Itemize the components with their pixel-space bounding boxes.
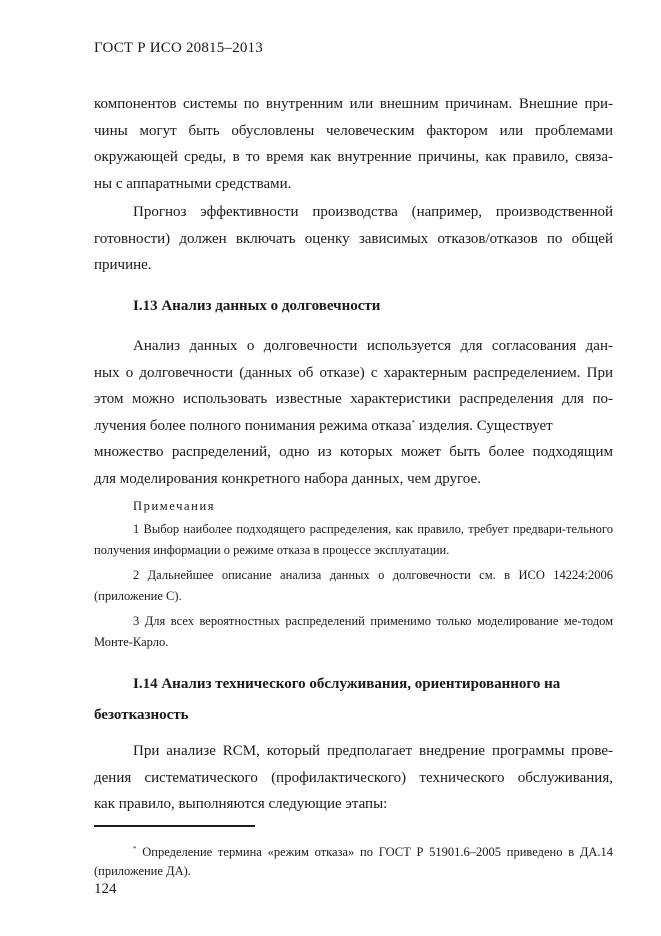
notes-block xyxy=(94,497,613,653)
paragraph-line: Прогноз эффективности производства (например, производственной xyxy=(133,204,613,220)
section-14-heading-wrap xyxy=(94,671,613,728)
notes-title: Примечания xyxy=(133,499,216,513)
section-heading: I.14 Анализ технического обслуживания, ориентированного на xyxy=(133,676,561,692)
section-13-heading-wrap xyxy=(133,293,613,320)
paragraph-line xyxy=(94,413,613,440)
section-heading: I.13 Анализ данных о долговечности xyxy=(133,298,381,314)
paragraph-line: этом можно использовать известные характеристики распределения для по- xyxy=(94,391,613,407)
paragraph-line: Анализ данных о долговечности используется для согласования дан- xyxy=(133,338,613,354)
paragraph-line: множество распределений, одно из которых может быть более подходящим xyxy=(94,444,613,460)
paragraph-1 xyxy=(94,91,613,197)
footnote-text: Определение термина «режим отказа» по ГОСТ Р 51901.6–2005 приведено в ДА.14 (приложение ДА). xyxy=(94,845,613,878)
paragraph-2 xyxy=(94,199,613,279)
footnote xyxy=(94,843,613,880)
note-item: 3 Для всех вероятностных распределений применимо только моделирование ме-тодом Монте-Карло. xyxy=(94,614,613,649)
note-item: 2 Дальнейшее описание анализа данных о долговечности см. в ИСО 14224:2006 (приложение С). xyxy=(94,568,613,603)
paragraph-line: компонентов системы по внутренним или внешним причинам. Внешние при- xyxy=(94,96,613,112)
paragraph-line: окружающей среды, в то время как внутренние причины, как правило, связа- xyxy=(94,149,613,165)
paragraph-line: дения систематического (профилактического) технического обслуживания, xyxy=(94,769,613,786)
document-header: ГОСТ Р ИСО 20815–2013 xyxy=(94,40,263,56)
section-13-body xyxy=(94,333,613,492)
page-number: 124 xyxy=(94,881,117,897)
paragraph-line: ны с аппаратными средствами. xyxy=(94,175,292,192)
paragraph-line: чины могут быть обусловлены человеческим фактором или проблемами xyxy=(94,122,613,139)
footnote-separator xyxy=(94,825,255,827)
section-14-body xyxy=(94,738,613,818)
paragraph-line: При анализе RCM, который предполагает внедрение программы прове- xyxy=(133,743,613,759)
line-part xyxy=(94,413,553,440)
line-text: изделия. Существует xyxy=(415,417,553,434)
footnote-mark: * xyxy=(133,845,137,853)
paragraph-line: как правило, выполняются следующие этапы: xyxy=(94,796,388,812)
line-text: лучения более полного понимания режима отказа xyxy=(94,417,412,434)
paragraph-line: готовности) должен включать оценку зависимых отказов/отказов по общей xyxy=(94,230,613,247)
paragraph-line: причине. xyxy=(94,257,152,273)
paragraph-line: ных о долговечности (данных об отказе) с характерным распределением. При xyxy=(94,364,613,381)
paragraph-line: для моделирования конкретного набора данных, чем другое. xyxy=(94,470,481,487)
section-heading: безотказность xyxy=(94,706,189,723)
footnote-mark: * xyxy=(411,418,416,427)
note-item: 1 Выбор наиболее подходящего распределения, как правило, требует предвари-тельного получения информации о режиме отказа в процессе эксплуатации. xyxy=(94,522,613,557)
